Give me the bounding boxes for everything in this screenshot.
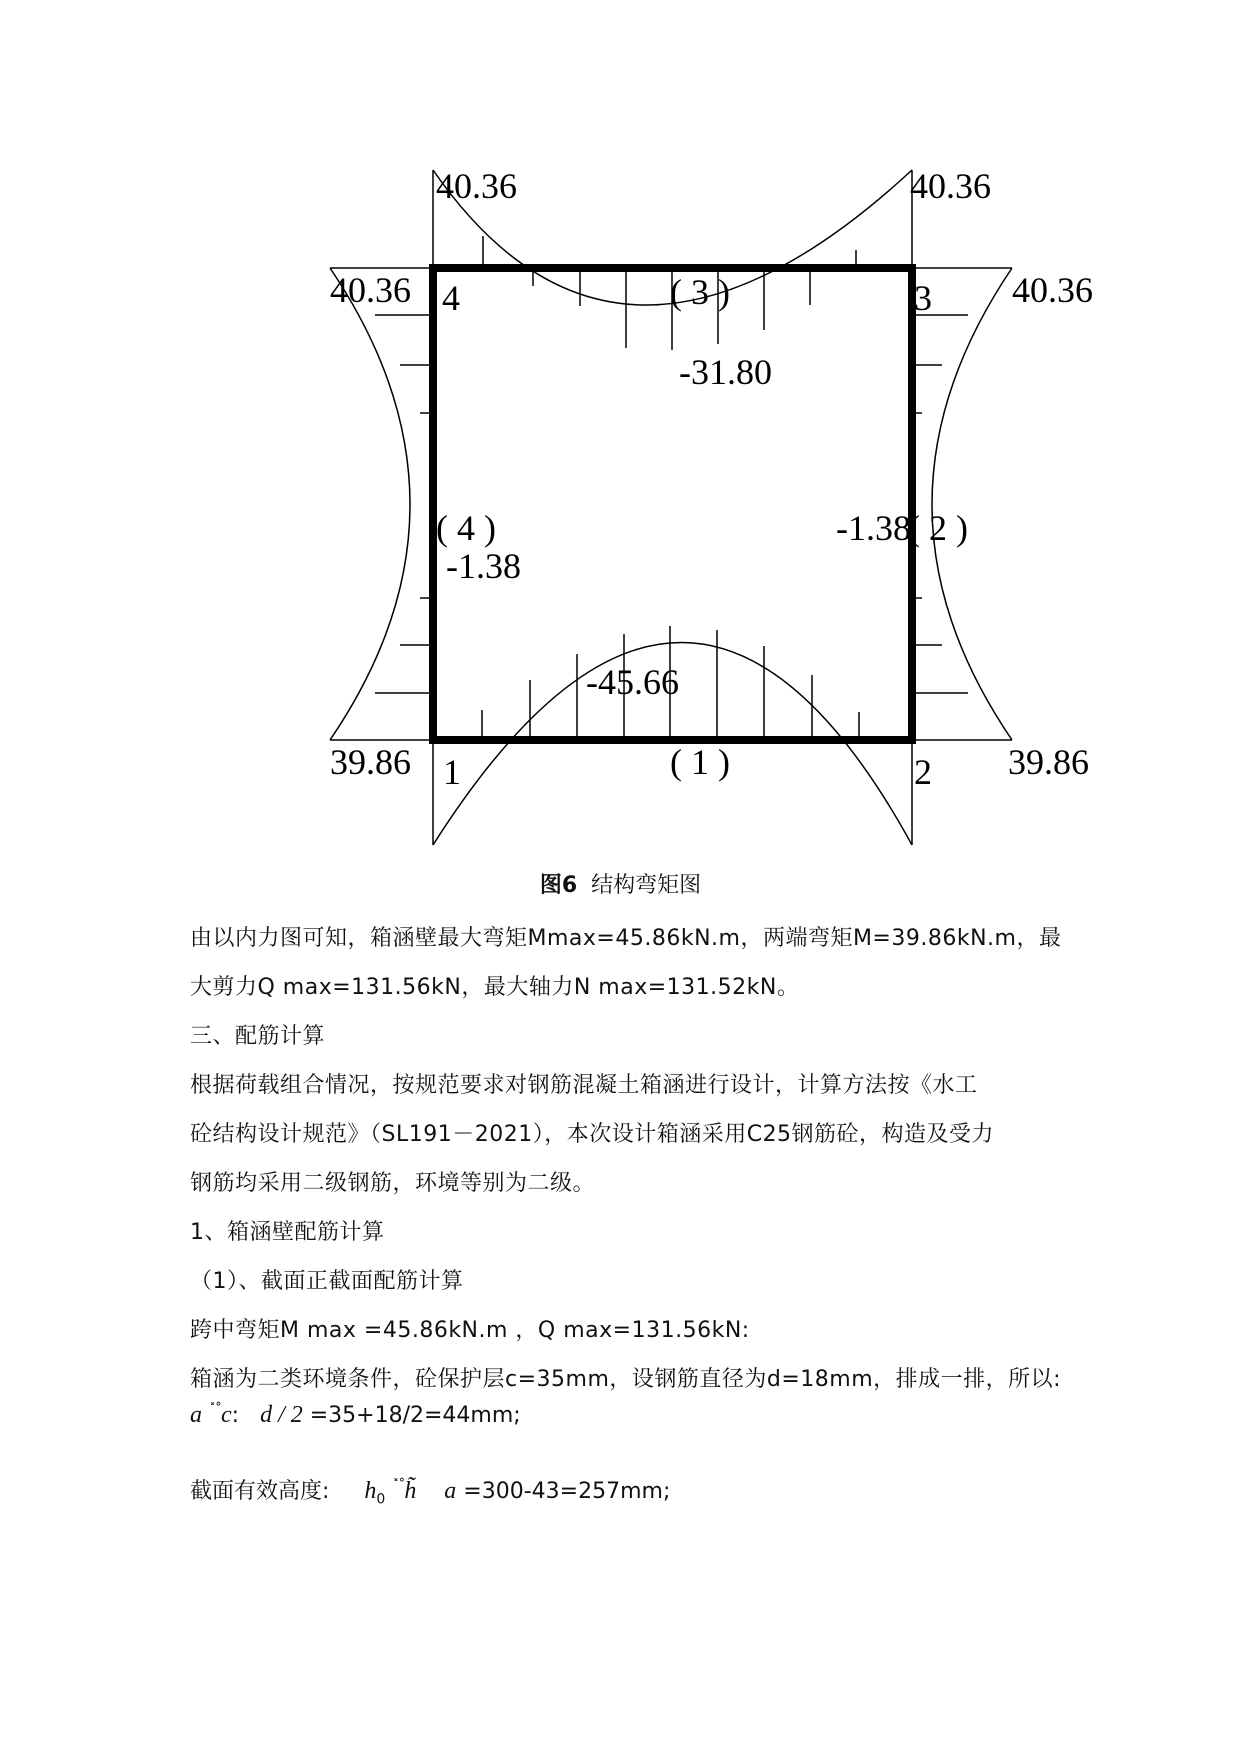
label-top-mid: -31.80: [679, 352, 772, 392]
label-right-mid: -1.38: [836, 508, 911, 548]
figure-number: 图6: [539, 873, 578, 898]
paragraph-7: 箱涵为二类环境条件，砼保护层c=35mm，设钢筋直径为d=18mm，排成一排，所以:: [190, 1367, 1062, 1392]
figure-caption: [0, 868, 1241, 899]
label-top-left-side: 40.36: [330, 270, 411, 310]
right-wall-hatch: [912, 315, 968, 693]
formula2-rhs: =300-43=257mm;: [463, 1479, 671, 1504]
label-node-3: 3: [914, 278, 932, 318]
label-member-2: ( 2 ): [908, 508, 968, 548]
label-node-2: 2: [914, 752, 932, 792]
formula2-label: 截面有效高度:: [190, 1479, 330, 1504]
paragraph-3: 根据荷载组合情况，按规范要求对钢筋混凝土箱涵进行设计，计算方法按《水工: [190, 1073, 978, 1098]
paragraph-6: 跨中弯矩M max =45.86kN.m ，Q max=131.56kN:: [190, 1318, 750, 1343]
label-top-left-top: 40.36: [436, 166, 517, 206]
right-wall-moment-curve: [932, 268, 1012, 740]
formula1-rhs: =35+18/2=44mm;: [309, 1403, 521, 1428]
formula1-term: d / 2: [260, 1402, 303, 1428]
formula1-var: c: [221, 1402, 232, 1428]
formula2-sub: 0: [376, 1491, 386, 1508]
paragraph-2: 大剪力Q max=131.56kN，最大轴力N max=131.52kN。: [190, 975, 800, 1000]
subsection-heading-1: 1、箱涵壁配筋计算: [190, 1220, 385, 1245]
formula1-lhs: a: [190, 1402, 202, 1428]
bending-moment-diagram: [0, 0, 1241, 860]
formula2-term: a: [444, 1478, 457, 1504]
paragraph-5: 钢筋均采用二级钢筋，环境等别为二级。: [190, 1171, 596, 1196]
formula2-var: h̃: [404, 1478, 417, 1504]
formula1-sep: :: [231, 1403, 240, 1428]
label-bottom-right: 39.86: [1008, 742, 1089, 782]
paragraph-4: 砼结构设计规范》（SL191－2021），本次设计箱涵采用C25钢筋砼，构造及受力: [190, 1122, 995, 1147]
label-bottom-left: 39.86: [330, 742, 411, 782]
subsection-heading-1-1: （1）、截面正截面配筋计算: [190, 1269, 464, 1294]
formula1-symbol: ˟˚: [209, 1402, 221, 1418]
label-top-right-side: 40.36: [1012, 270, 1093, 310]
label-node-1: 1: [443, 752, 461, 792]
label-top-right-top: 40.36: [910, 166, 991, 206]
label-bottom-mid: -45.66: [586, 662, 679, 702]
formula-effective-height: [190, 1474, 670, 1507]
label-node-4: 4: [442, 278, 460, 318]
formula2-lhs: h: [364, 1478, 377, 1504]
paragraph-1: 由以内力图可知，箱涵壁最大弯矩Mmax=45.86kN.m，两端弯矩M=39.86kN.m，最: [190, 926, 1062, 951]
left-wall-hatch: [375, 315, 433, 693]
body-text: [190, 914, 1070, 1404]
section-heading-3: 三、配筋计算: [190, 1024, 326, 1049]
label-member-3: ( 3 ): [670, 272, 730, 312]
formula2-symbol: ˟˚: [392, 1478, 405, 1494]
left-wall-moment-curve: [330, 268, 410, 740]
formula-cover-distance: [190, 1402, 521, 1429]
label-member-4: ( 4 ): [436, 508, 496, 548]
label-left-mid: -1.38: [446, 546, 521, 586]
figure-title: 结构弯矩图: [591, 873, 702, 898]
label-member-1: ( 1 ): [670, 742, 730, 782]
